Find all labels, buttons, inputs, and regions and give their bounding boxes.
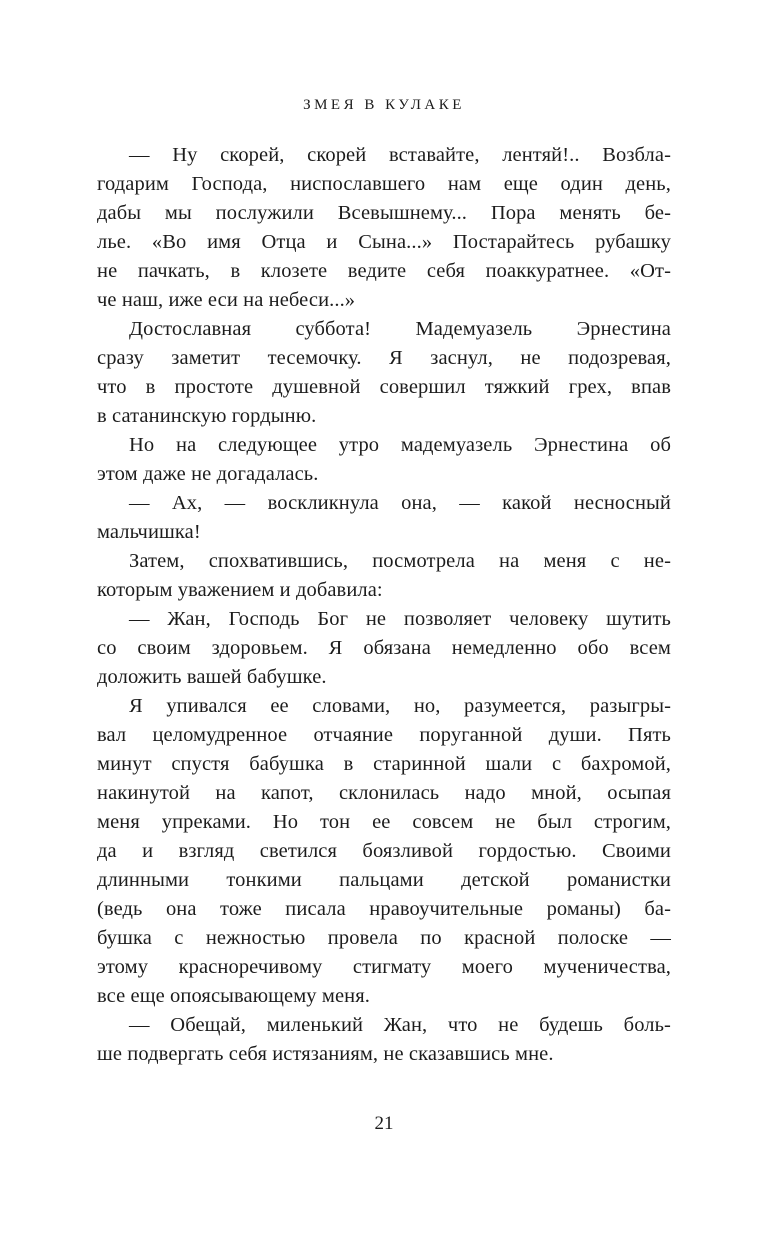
text-line: длинными тонкими пальцами детской романистки: [97, 869, 671, 891]
text-line: дабы мы послужили Всевышнему... Пора менять бе-: [97, 202, 671, 224]
paragraph: [97, 692, 671, 1011]
text-line: не пачкать, в клозете ведите себя поаккуратнее. «От-: [97, 260, 671, 282]
paragraph: [97, 315, 671, 431]
text-line: годарим Господа, ниспославшего нам еще один день,: [97, 173, 671, 195]
text-line: — Жан, Господь Бог не позволяет человеку шутить: [129, 608, 671, 630]
text-line: че наш, иже еси на небеси...»: [97, 289, 356, 311]
paragraph: [97, 1011, 671, 1069]
text-line: (ведь она тоже писала нравоучительные романы) ба-: [97, 898, 671, 920]
text-line: вал целомудренное отчаяние поруганной души. Пять: [97, 724, 671, 746]
text-line: в сатанинскую гордыню.: [97, 405, 317, 427]
text-line: да и взгляд светился боязливой гордостью. Своими: [97, 840, 671, 862]
page-number: 21: [374, 1113, 394, 1134]
text-line: Затем, спохватившись, посмотрела на меня с не-: [129, 550, 671, 572]
paragraph: [97, 547, 671, 605]
text-line: — Ну скорей, скорей вставайте, лентяй!.. Возбла-: [129, 144, 671, 166]
text-line: Но на следующее утро мадемуазель Эрнестина об: [129, 434, 671, 456]
paragraph: [97, 605, 671, 692]
text-line: — Обещай, миленький Жан, что не будешь боль-: [129, 1014, 671, 1036]
text-line: ше подвергать себя истязаниям, не сказавшись мне.: [97, 1043, 554, 1065]
text-line: лье. «Во имя Отца и Сына...» Постарайтесь рубашку: [97, 231, 671, 253]
text-line: доложить вашей бабушке.: [97, 666, 327, 688]
text-line: которым уважением и добавила:: [97, 579, 383, 601]
paragraph: [97, 489, 671, 547]
text-line: минут спустя бабушка в старинной шали с бахромой,: [97, 753, 671, 775]
text-line: со своим здоровьем. Я обязана немедленно обо всем: [97, 637, 671, 659]
text-body: [97, 141, 671, 1069]
text-line: Достославная суббота! Мадемуазель Эрнестина: [129, 318, 671, 340]
text-line: этом даже не догадалась.: [97, 463, 319, 485]
text-line: — Ах, — воскликнула она, — какой несносный: [129, 492, 671, 514]
text-line: мальчишка!: [97, 521, 201, 543]
text-line: накинутой на капот, склонилась надо мной, осыпая: [97, 782, 671, 804]
text-line: что в простоте душевной совершил тяжкий грех, впав: [97, 376, 671, 398]
text-line: Я упивался ее словами, но, разумеется, разыгры-: [129, 695, 671, 717]
running-header: ЗМЕЯ В КУЛАКЕ: [303, 97, 465, 113]
paragraph: [97, 141, 671, 315]
text-line: все еще опоясывающему меня.: [97, 985, 370, 1007]
paragraph: [97, 431, 671, 489]
text-line: меня упреками. Но тон ее совсем не был строгим,: [97, 811, 671, 833]
text-line: сразу заметит тесемочку. Я заснул, не подозревая,: [97, 347, 671, 369]
text-line: бушка с нежностью провела по красной полоске —: [97, 927, 671, 949]
text-line: этому красноречивому стигмату моего мученичества,: [97, 956, 671, 978]
